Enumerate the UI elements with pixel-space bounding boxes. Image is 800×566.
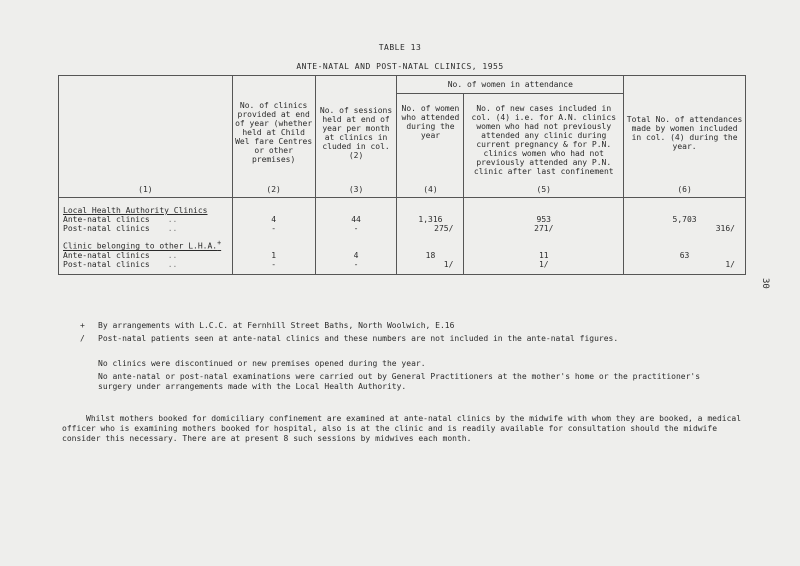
- col2-header: No. of clinics provided at end of year (whether held at Child Wel fare Centres or other premises): [232, 76, 315, 180]
- cell: 1: [232, 251, 315, 260]
- cell: 1/: [397, 260, 464, 274]
- col3-header: No. of sessions held at end of year per month at clinics in cluded in col. (2): [315, 76, 397, 180]
- footnote-text: No ante-natal or post-natal examinations were carried out by General Practitioners at the mother's home or the practitioner's surgery under arrangements made with the Local Health Authority.: [98, 372, 701, 391]
- cell: 63: [624, 251, 746, 260]
- footnote: [80, 334, 720, 344]
- table-row: [59, 251, 746, 260]
- cell: 316/: [624, 224, 746, 233]
- col-num: (1): [59, 180, 233, 198]
- col-num: (3): [315, 180, 397, 198]
- cell: 1,316: [397, 215, 464, 224]
- col-num: (5): [464, 180, 624, 198]
- row-label: Ante-natal clinics: [63, 215, 150, 224]
- col6-header: Total No. of attendances made by women included in col. (4) during the year.: [624, 76, 746, 180]
- cell: 1/: [464, 260, 624, 274]
- col-num: (4): [397, 180, 464, 198]
- cell: 271/: [464, 224, 624, 233]
- col5-header: No. of new cases included in col. (4) i.e. for A.N. clinics women who had not previously attended any clinic during current pregnancy & for P.N. clinics women who had not previously attended any P.N. clinic after last confinement: [464, 94, 624, 180]
- col-num: (2): [232, 180, 315, 198]
- col1-header: [59, 76, 233, 180]
- group-header: No. of women in attendance: [397, 76, 624, 94]
- body-paragraph: Whilst mothers booked for domiciliary confinement are examined at ante-natal clinics by the midwife with whom they are booked, a medical officer who is examining mothers booked for hospital, also is at the clinic and is readily available for consultation should the midwife consider this necessary. There are at present 8 such sessions by midwives each month.: [62, 414, 742, 443]
- footnote-text: Post-natal patients seen at ante-natal clinics and these numbers are not included in the ante-natal figures.: [98, 334, 619, 343]
- footnote-text: No clinics were discontinued or new premises opened during the year.: [98, 359, 426, 368]
- page-number: 30: [760, 278, 770, 289]
- cell: -: [315, 224, 397, 233]
- col4-header: No. of women who attended during the year: [397, 94, 464, 180]
- leader-dots: ..: [167, 260, 178, 269]
- leader-dots: ..: [167, 224, 178, 233]
- cell: -: [232, 224, 315, 233]
- table-row: [59, 260, 746, 274]
- cell: -: [315, 260, 397, 274]
- cell: 18: [397, 251, 464, 260]
- cell: -: [232, 260, 315, 274]
- table-row: [59, 215, 746, 224]
- footnote: [80, 321, 720, 331]
- section-mark: +: [217, 239, 222, 248]
- footnote-text: By arrangements with L.C.C. at Fernhill Street Baths, North Woolwich, E.16: [98, 321, 455, 330]
- cell: 953: [464, 215, 624, 224]
- clinics-table: [58, 75, 746, 275]
- table-title: ANTE-NATAL AND POST-NATAL CLINICS, 1955: [296, 62, 504, 71]
- col-num: (6): [624, 180, 746, 198]
- cell: 275/: [397, 224, 464, 233]
- section-title: Local Health Authority Clinics: [59, 197, 233, 215]
- row-label: Post-natal clinics: [63, 224, 150, 233]
- footnote-symbol: +: [80, 321, 85, 330]
- table-row: [59, 224, 746, 233]
- leader-dots: ..: [167, 251, 178, 260]
- section-title: Clinic belonging to other L.H.A.: [63, 242, 218, 251]
- cell: 5,703: [624, 215, 746, 224]
- cell: 4: [315, 251, 397, 260]
- table-label: TABLE 13: [378, 43, 422, 52]
- leader-dots: ..: [167, 215, 178, 224]
- cell: 4: [232, 215, 315, 224]
- row-label: Ante-natal clinics: [63, 251, 150, 260]
- row-label: Post-natal clinics: [63, 260, 150, 269]
- footnote: [80, 359, 720, 369]
- footnote: [80, 372, 720, 392]
- footnote-symbol: /: [80, 334, 85, 343]
- cell: 11: [464, 251, 624, 260]
- cell: 1/: [624, 260, 746, 274]
- cell: 44: [315, 215, 397, 224]
